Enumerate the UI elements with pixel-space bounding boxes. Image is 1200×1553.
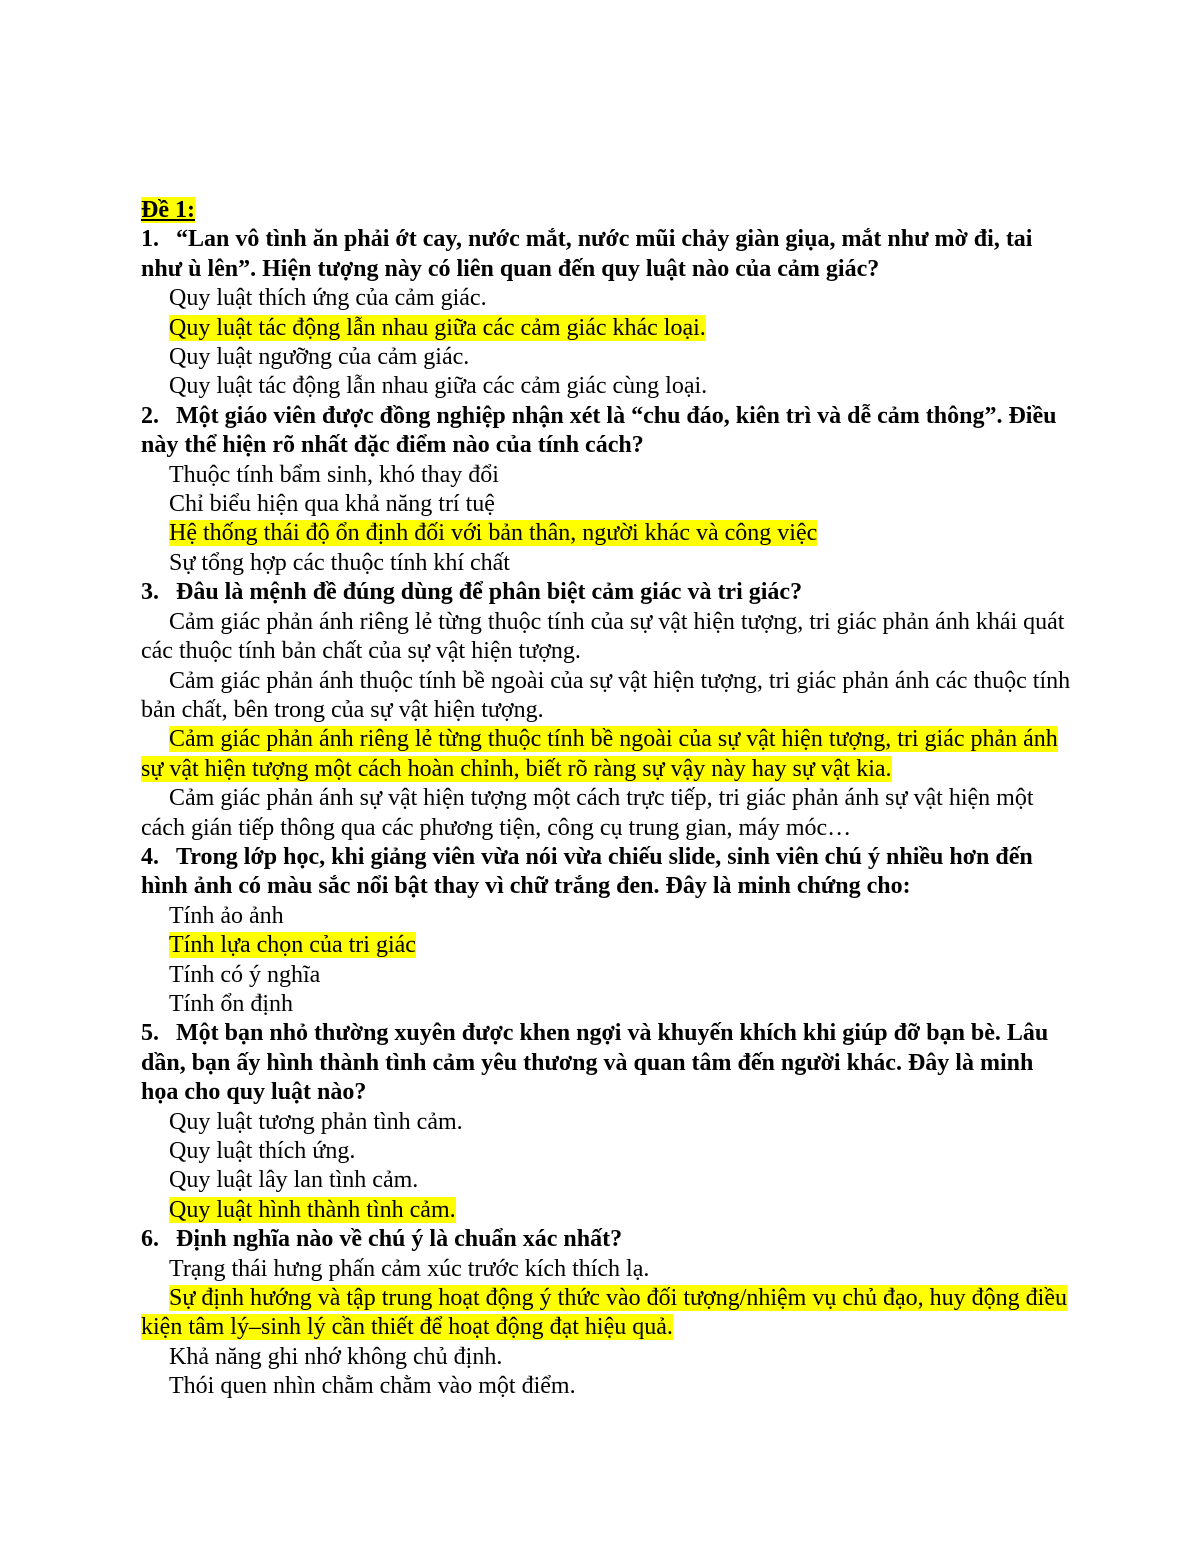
option-text: Thuộc tính bẩm sinh, khó thay đổi — [169, 461, 499, 488]
option-text: Quy luật ngưỡng của cảm giác. — [169, 344, 470, 371]
question-number: 5. — [141, 1020, 159, 1047]
option-2c-answer — [141, 519, 1076, 548]
question-text: Trong lớp học, khi giảng viên vừa nói vừa chiếu slide, sinh viên chú ý nhiều hơn đến hình ảnh có màu sắc nổi bật thay vì chữ trắng đen. Đây là minh chứng cho: — [141, 843, 1033, 900]
question-text: Một bạn nhỏ thường xuyên được khen ngợi và khuyến khích khi giúp đỡ bạn bè. Lâu dần, bạn ấy hình thành tình cảm yêu thương và quan tâm đến người khác. Đây là minh họa cho quy luật nào? — [141, 1020, 1049, 1106]
option-text: Cảm giác phản ánh riêng lẻ từng thuộc tính bề ngoài của sự vật hiện tượng, tri giác phản ánh sự vật hiện tượng một cách hoàn chỉnh, biết rõ ràng sự vậy này hay sự vật kia. — [141, 726, 1058, 782]
question-4 — [141, 843, 1076, 902]
option-text: Sự tổng hợp các thuộc tính khí chất — [169, 549, 510, 576]
option-text: Quy luật thích ứng. — [169, 1138, 356, 1164]
option-4a — [141, 902, 1076, 931]
question-number: 2. — [141, 402, 159, 429]
option-text: Quy luật hình thành tình cảm. — [169, 1196, 456, 1223]
exam-title-text: Đề 1: — [141, 197, 195, 223]
question-number: 3. — [141, 579, 159, 606]
question-text: Đâu là mệnh đề đúng dùng để phân biệt cảm giác và tri giác? — [176, 579, 803, 606]
option-text: Chỉ biểu hiện qua khả năng trí tuệ — [169, 491, 495, 518]
option-text: Quy luật thích ứng của cảm giác. — [169, 285, 487, 312]
option-6c — [141, 1343, 1076, 1372]
question-number: 4. — [141, 843, 159, 870]
option-text: Tính ảo ảnh — [169, 902, 284, 929]
option-4b-answer — [141, 931, 1076, 960]
option-text: Quy luật lây lan tình cảm. — [169, 1167, 419, 1194]
option-6d — [141, 1372, 1076, 1401]
option-text: Thói quen nhìn chằm chằm vào một điểm. — [169, 1373, 576, 1400]
question-1 — [141, 225, 1076, 284]
option-6b-answer — [141, 1284, 1076, 1343]
question-3 — [141, 578, 1076, 607]
question-2 — [141, 402, 1076, 461]
option-2b — [141, 490, 1076, 519]
document-body — [141, 196, 1076, 1402]
option-text: Tính ổn định — [169, 990, 293, 1017]
option-1c — [141, 343, 1076, 372]
option-1b-answer — [141, 314, 1076, 343]
option-text: Quy luật tác động lẫn nhau giữa các cảm giác khác loại. — [169, 314, 706, 341]
option-text: Khả năng ghi nhớ không chủ định. — [169, 1343, 503, 1370]
option-text: Cảm giác phản ánh riêng lẻ từng thuộc tính của sự vật hiện tượng, tri giác phản ánh khái quát các thuộc tính bản chất của sự vật hiện tượng. — [141, 608, 1065, 665]
question-text: Một giáo viên được đồng nghiệp nhận xét là “chu đáo, kiên trì và dễ cảm thông”. Điều này thể hiện rõ nhất đặc điểm nào của tính cách? — [141, 402, 1057, 459]
option-text: Cảm giác phản ánh thuộc tính bề ngoài của sự vật hiện tượng, tri giác phản ánh các thuộc tính bản chất, bên trong của sự vật hiện tượng. — [141, 667, 1071, 723]
option-4d — [141, 990, 1076, 1019]
option-text: Cảm giác phản ánh sự vật hiện tượng một cách trực tiếp, tri giác phản ánh sự vật hiện một cách gián tiếp thông qua các phương tiện, công cụ trung gian, máy móc… — [141, 785, 1034, 841]
option-text: Hệ thống thái độ ổn định đối với bản thân, người khác và công việc — [169, 520, 818, 547]
question-5 — [141, 1019, 1076, 1107]
option-3c-answer — [141, 725, 1076, 784]
question-number: 6. — [141, 1226, 159, 1253]
option-5c — [141, 1166, 1076, 1195]
option-5a — [141, 1108, 1076, 1137]
option-text: Quy luật tác động lẫn nhau giữa các cảm giác cùng loại. — [169, 373, 708, 400]
option-text: Sự định hướng và tập trung hoạt động ý thức vào đối tượng/nhiệm vụ chủ đạo, huy động điều kiện tâm lý–sinh lý cần thiết để hoạt động đạt hiệu quả. — [141, 1285, 1067, 1341]
option-3d — [141, 784, 1076, 843]
question-number: 1. — [141, 226, 159, 253]
question-text: Định nghĩa nào về chú ý là chuẩn xác nhất? — [176, 1226, 623, 1253]
question-6 — [141, 1225, 1076, 1254]
exam-title — [141, 196, 1076, 225]
option-6a — [141, 1255, 1076, 1284]
option-5b — [141, 1137, 1076, 1166]
question-text: “Lan vô tình ăn phải ớt cay, nước mắt, nước mũi chảy giàn giụa, mắt như mờ đi, tai như ù lên”. Hiện tượng này có liên quan đến quy luật nào của cảm giác? — [141, 226, 1033, 282]
option-5d-answer — [141, 1196, 1076, 1225]
option-3a — [141, 608, 1076, 667]
option-2d — [141, 549, 1076, 578]
option-1d — [141, 372, 1076, 401]
option-4c — [141, 961, 1076, 990]
option-2a — [141, 461, 1076, 490]
option-1a — [141, 284, 1076, 313]
option-text: Tính có ý nghĩa — [169, 961, 321, 988]
option-3b — [141, 667, 1076, 726]
option-text: Quy luật tương phản tình cảm. — [169, 1108, 463, 1135]
option-text: Trạng thái hưng phấn cảm xúc trước kích thích lạ. — [169, 1255, 650, 1282]
option-text: Tính lựa chọn của tri giác — [169, 932, 416, 959]
